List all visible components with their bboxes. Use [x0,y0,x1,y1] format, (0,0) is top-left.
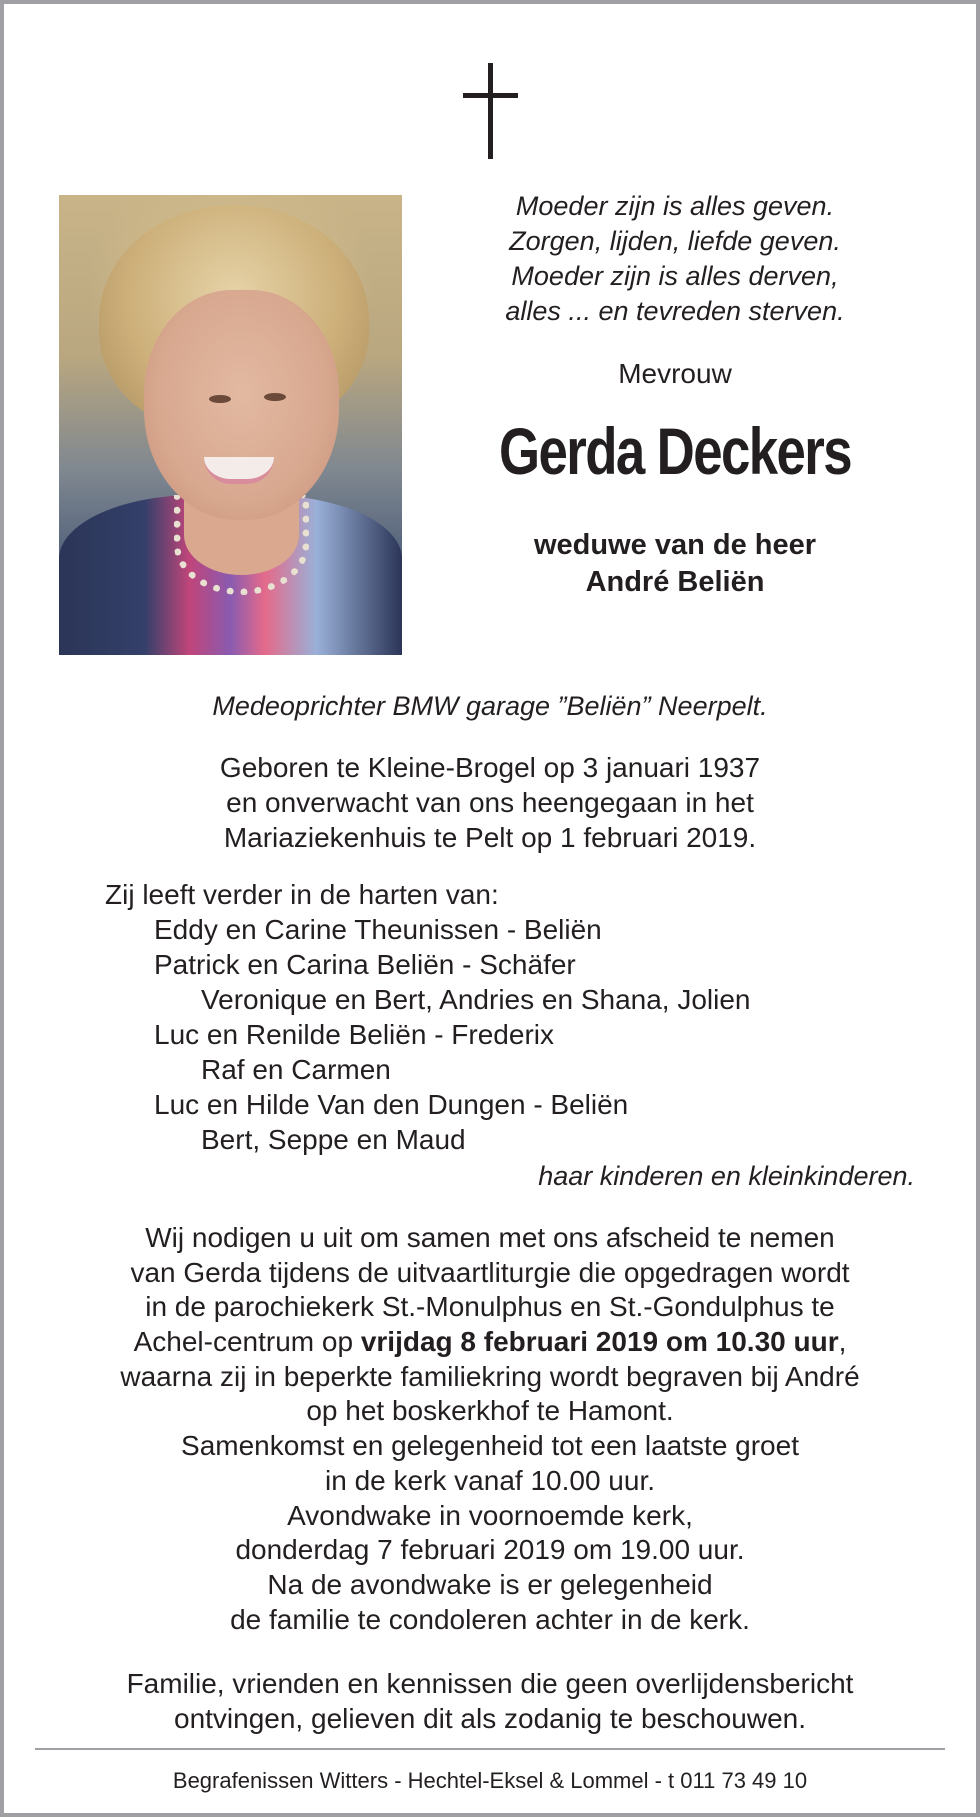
funeral-line: van Gerda tijdens de uitvaartliturgie die opgedragen wordt [130,1256,850,1288]
notice-line: ontvingen, gelieven dit als zodanig te beschouwen. [174,1703,806,1734]
poem-line: alles ... en tevreden sterven. [505,296,845,326]
grandchildren: Raf en Carmen [201,1054,391,1085]
funeral-line: Na de avondwake is er gelegenheid [267,1568,713,1600]
poem-line: Zorgen, lijden, liefde geven. [509,226,841,256]
photo-eye-left [209,395,231,403]
spouse-name: André Beliën [585,566,765,598]
funeral-line: Wij nodigen u uit om samen met ons afscheid te nemen [145,1222,835,1253]
funeral-place: Achel-centrum op [133,1326,361,1358]
family-member: Patrick en Carina Beliën - Schäfer [154,949,576,980]
info-line: en onverwacht van ons heengegaan in het [226,787,754,818]
poem-line: Moeder zijn is alles derven, [511,261,839,291]
notice-line: Familie, vrienden en kennissen die geen overlijdensbericht [126,1668,854,1699]
info-line: Geboren te Kleine-Brogel op 3 januari 1937 [219,752,761,783]
poem-line: Moeder zijn is alles geven. [515,191,835,221]
family-closing: haar kinderen en kleinkinderen. [538,1161,915,1191]
punctuation: , [838,1326,847,1358]
funeral-line: in de kerk vanaf 10.00 uur. [325,1464,655,1496]
funeral-datetime: vrijdag 8 februari 2019 om 10.30 uur [360,1326,839,1358]
footer-divider [35,1748,945,1750]
founder-note: Medeoprichter BMW garage ”Beliën” Neerpelt. [212,691,768,721]
family-member: Luc en Renilde Beliën - Frederix [154,1019,554,1050]
funeral-line: Samenkomst en gelegenheid tot een laatste groet [181,1430,799,1462]
cross-vertical-bar [488,63,493,159]
funeral-details [40,1220,940,1636]
family-member: Eddy en Carine Theunissen - Beliën [154,914,602,945]
funeral-line: op het boskerkhof te Hamont. [306,1395,674,1427]
photo-face [144,290,339,520]
poem [440,189,910,329]
deceased-name: Gerda Deckers [499,414,851,488]
funeral-line: waarna zij in beperkte familiekring wordt begraven bij André [120,1360,860,1392]
family-intro: Zij leeft verder in de harten van: [105,879,499,910]
funeral-line [40,1324,940,1359]
widow-line: weduwe van de heer [533,529,817,561]
photo-eye-right [264,393,286,401]
funeral-line: in de parochiekerk St.-Monulphus en St.-Gondulphus te [145,1291,835,1323]
grandchildren: Bert, Seppe en Maud [201,1124,466,1155]
widow-of [440,527,910,601]
grandchildren: Veronique en Bert, Andries en Shana, Jolien [201,984,751,1015]
family-member: Luc en Hilde Van den Dungen - Beliën [154,1089,629,1120]
birth-death-info [40,750,940,855]
family-list [105,877,751,1157]
honorific: Mevrouw [618,358,732,389]
funeral-home-footer: Begrafenissen Witters - Hechtel-Eksel & Lommel - t 011 73 49 10 [172,1768,808,1793]
funeral-line: de familie te condoleren achter in de kerk. [230,1603,750,1635]
info-line: Mariaziekenhuis te Pelt op 1 februari 2019. [223,822,757,853]
notice [40,1666,940,1736]
funeral-line: Avondwake in voornoemde kerk, [287,1499,693,1531]
funeral-line: donderdag 7 februari 2019 om 19.00 uur. [235,1534,745,1566]
cross-horizontal-bar [463,93,518,98]
portrait-photo [59,195,402,655]
